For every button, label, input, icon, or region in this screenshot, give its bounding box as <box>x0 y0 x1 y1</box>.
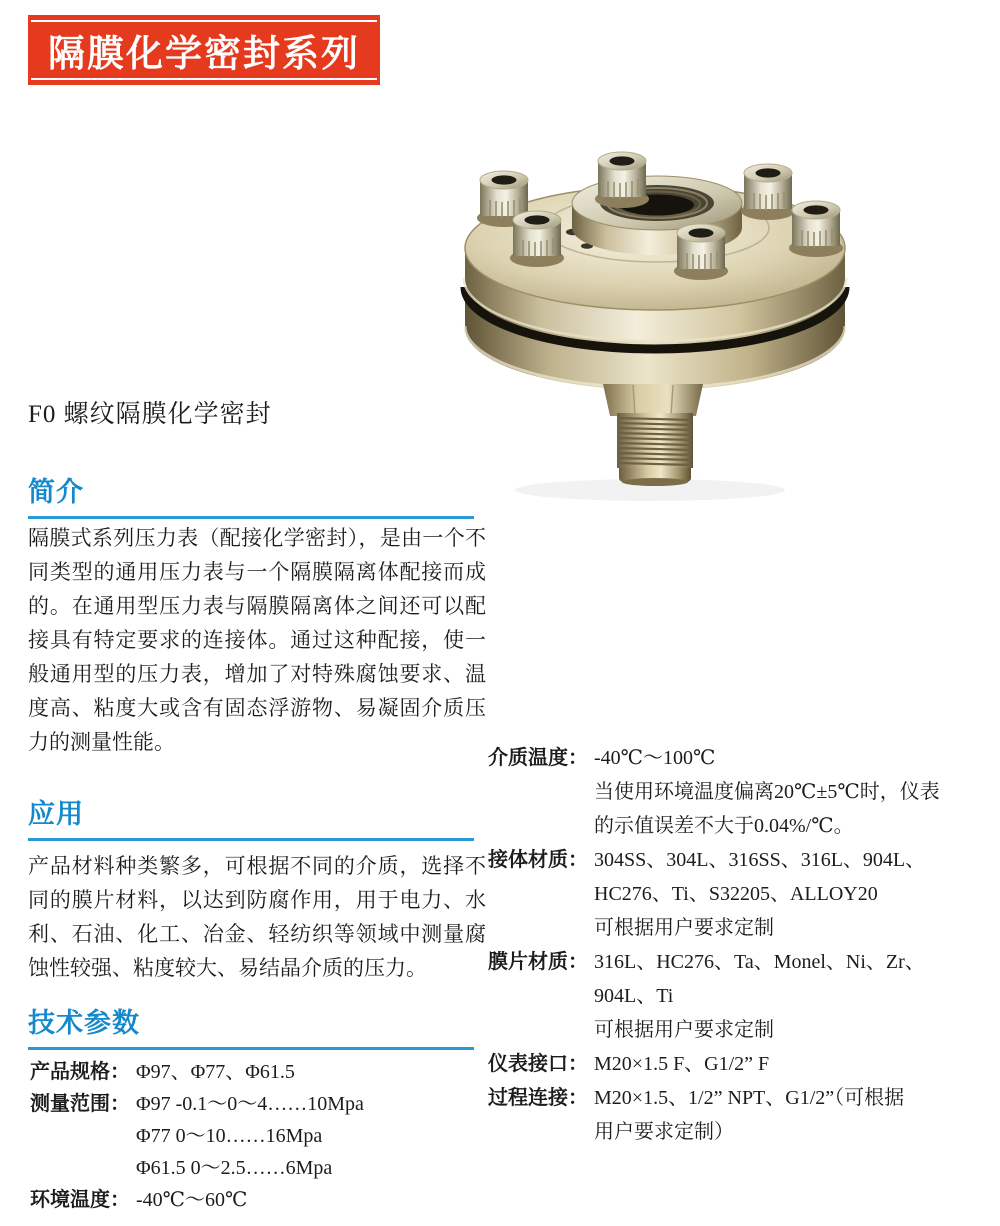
param-row-process-connection <box>488 1081 993 1149</box>
param-label: 测量范围： <box>30 1093 130 1115</box>
intro-paragraph: 隔膜式系列压力表（配接化学密封），是由一个不同类型的通用压力表与一个隔膜隔离体配接而成的。在通用型压力表与隔膜隔离体之间还可以配接具有特定要求的连接体。通过这种配接，使一般通用型的压力表，增加了对特殊腐蚀要求、温度高、粘度大或含有固态浮游物、易凝固介质压力的测量性能。 <box>28 526 486 754</box>
param-row-measuring-range <box>30 1088 475 1184</box>
param-row-body-material <box>488 843 993 945</box>
param-row-diaphragm-material <box>488 945 993 1047</box>
param-label: 介质温度： <box>488 747 588 769</box>
param-line: 的示值误差不大于0.04%/℃。 <box>594 815 854 837</box>
application-heading: 应用 <box>28 792 474 841</box>
bolt <box>789 201 843 257</box>
param-line: 304SS、304L、316SS、316L、904L、 <box>594 849 926 871</box>
application-paragraph: 产品材料种类繁多，可根据不同的介质，选择不同的膜片材料，以达到防腐作用，用于电力、水利、石油、化工、冶金、轻纺织等领域中测量腐蚀性较强、粘度较大、易结晶介质的压力。 <box>28 854 486 980</box>
param-line: Φ97、Φ77、Φ61.5 <box>136 1061 295 1083</box>
intro-heading: 简介 <box>28 470 474 519</box>
hex-adapter <box>603 384 703 416</box>
param-line: Φ97 -0.1～0～4……10Mpa <box>136 1093 364 1115</box>
series-title: 隔膜化学密封系列 <box>48 33 360 74</box>
tech-params-heading: 技术参数 <box>28 1001 474 1050</box>
param-line: 可根据用户要求定制 <box>594 917 774 939</box>
param-line: -40℃～100℃ <box>594 747 716 769</box>
param-label: 产品规格： <box>30 1061 130 1083</box>
bolt <box>741 164 795 220</box>
param-row-instrument-connection <box>488 1047 993 1081</box>
param-line: -40℃～60℃ <box>136 1189 248 1211</box>
param-line: 可根据用户要求定制 <box>594 1019 774 1041</box>
product-title: F0 螺纹隔膜化学密封 <box>28 401 272 428</box>
param-label: 膜片材质： <box>488 951 588 973</box>
param-label: 环境温度： <box>30 1189 130 1211</box>
param-line: 用户要求定制） <box>594 1121 734 1143</box>
param-line: Φ77 0～10……16Mpa <box>136 1125 323 1147</box>
diaphragm-seal-photo <box>445 128 965 528</box>
param-line: 904L、Ti <box>594 985 674 1007</box>
threaded-stud <box>617 413 693 486</box>
bolt <box>674 224 728 280</box>
param-label: 过程连接： <box>488 1087 588 1109</box>
series-banner <box>28 15 380 85</box>
param-line: M20×1.5、1/2” NPT、G1/2”（可根据 <box>594 1087 905 1109</box>
param-line: 当使用环境温度偏离20℃±5℃时，仪表 <box>594 781 940 803</box>
param-label: 接体材质： <box>488 849 588 871</box>
param-row-product-spec <box>30 1056 475 1088</box>
bolt <box>595 152 649 208</box>
param-line: Φ61.5 0～2.5……6Mpa <box>136 1157 333 1179</box>
param-line: 316L、HC276、Ta、Monel、Ni、Zr、 <box>594 951 925 973</box>
banner-top-rule <box>31 20 377 22</box>
product-photo <box>445 128 965 528</box>
tech-params-left-column <box>30 1056 475 1216</box>
param-line: HC276、Ti、S32205、ALLOY20 <box>594 883 878 905</box>
tech-params-right-column <box>488 741 993 1149</box>
param-line: M20×1.5 F、G1/2” F <box>594 1053 770 1075</box>
param-label: 仪表接口： <box>488 1053 588 1075</box>
param-row-ambient-temp <box>30 1184 475 1216</box>
bolt <box>510 211 564 267</box>
banner-bottom-rule <box>31 78 377 80</box>
param-row-medium-temp <box>488 741 993 843</box>
